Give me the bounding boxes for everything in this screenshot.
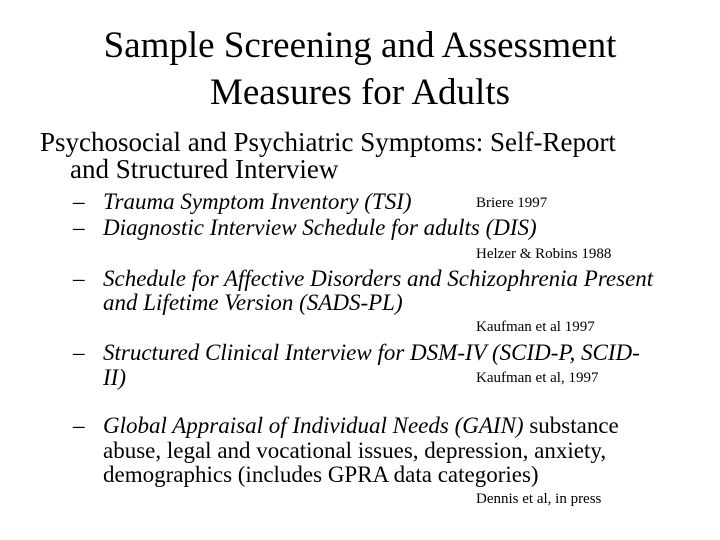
list-item-title: Schedule for Affective Disorders and Schizophrenia Present	[103, 266, 654, 291]
list-item-title: Trauma Symptom Inventory (TSI)	[103, 189, 412, 214]
list-dash: –	[73, 413, 85, 438]
citation: Dennis et al, in press	[476, 491, 602, 507]
list-item-description-continued: demographics (includes GPRA data categories)	[103, 462, 539, 487]
citation: Kaufman et al, 1997	[476, 370, 599, 386]
citation: Helzer & Robins 1988	[476, 246, 612, 262]
section-heading-line-2: and Structured Interview	[70, 154, 339, 184]
list-dash: –	[73, 215, 85, 240]
list-item-title-continued: II)	[103, 365, 126, 390]
list-item-title-continued: and Lifetime Version (SADS-PL)	[103, 290, 403, 315]
section-heading-line-1: Psychosocial and Psychiatric Symptoms: Self-Report	[40, 127, 616, 157]
citation: Briere 1997	[476, 195, 548, 211]
list-item-description-continued: abuse, legal and vocational issues, depression, anxiety,	[103, 438, 607, 463]
list-item-line	[103, 413, 619, 439]
list-item-description: substance	[523, 413, 619, 438]
list-item-title: Diagnostic Interview Schedule for adults (DIS)	[103, 215, 537, 240]
list-dash: –	[73, 189, 85, 214]
list-dash: –	[73, 340, 85, 365]
slide-title-line-1: Sample Screening and Assessment	[103, 25, 617, 66]
list-item-title: Global Appraisal of Individual Needs (GAIN)	[103, 413, 524, 438]
list-dash: –	[73, 266, 85, 291]
slide-title-line-2: Measures for Adults	[209, 72, 511, 113]
list-item-title: Structured Clinical Interview for DSM-IV (SCID-P, SCID-	[103, 340, 640, 365]
citation: Kaufman et al 1997	[476, 319, 595, 335]
